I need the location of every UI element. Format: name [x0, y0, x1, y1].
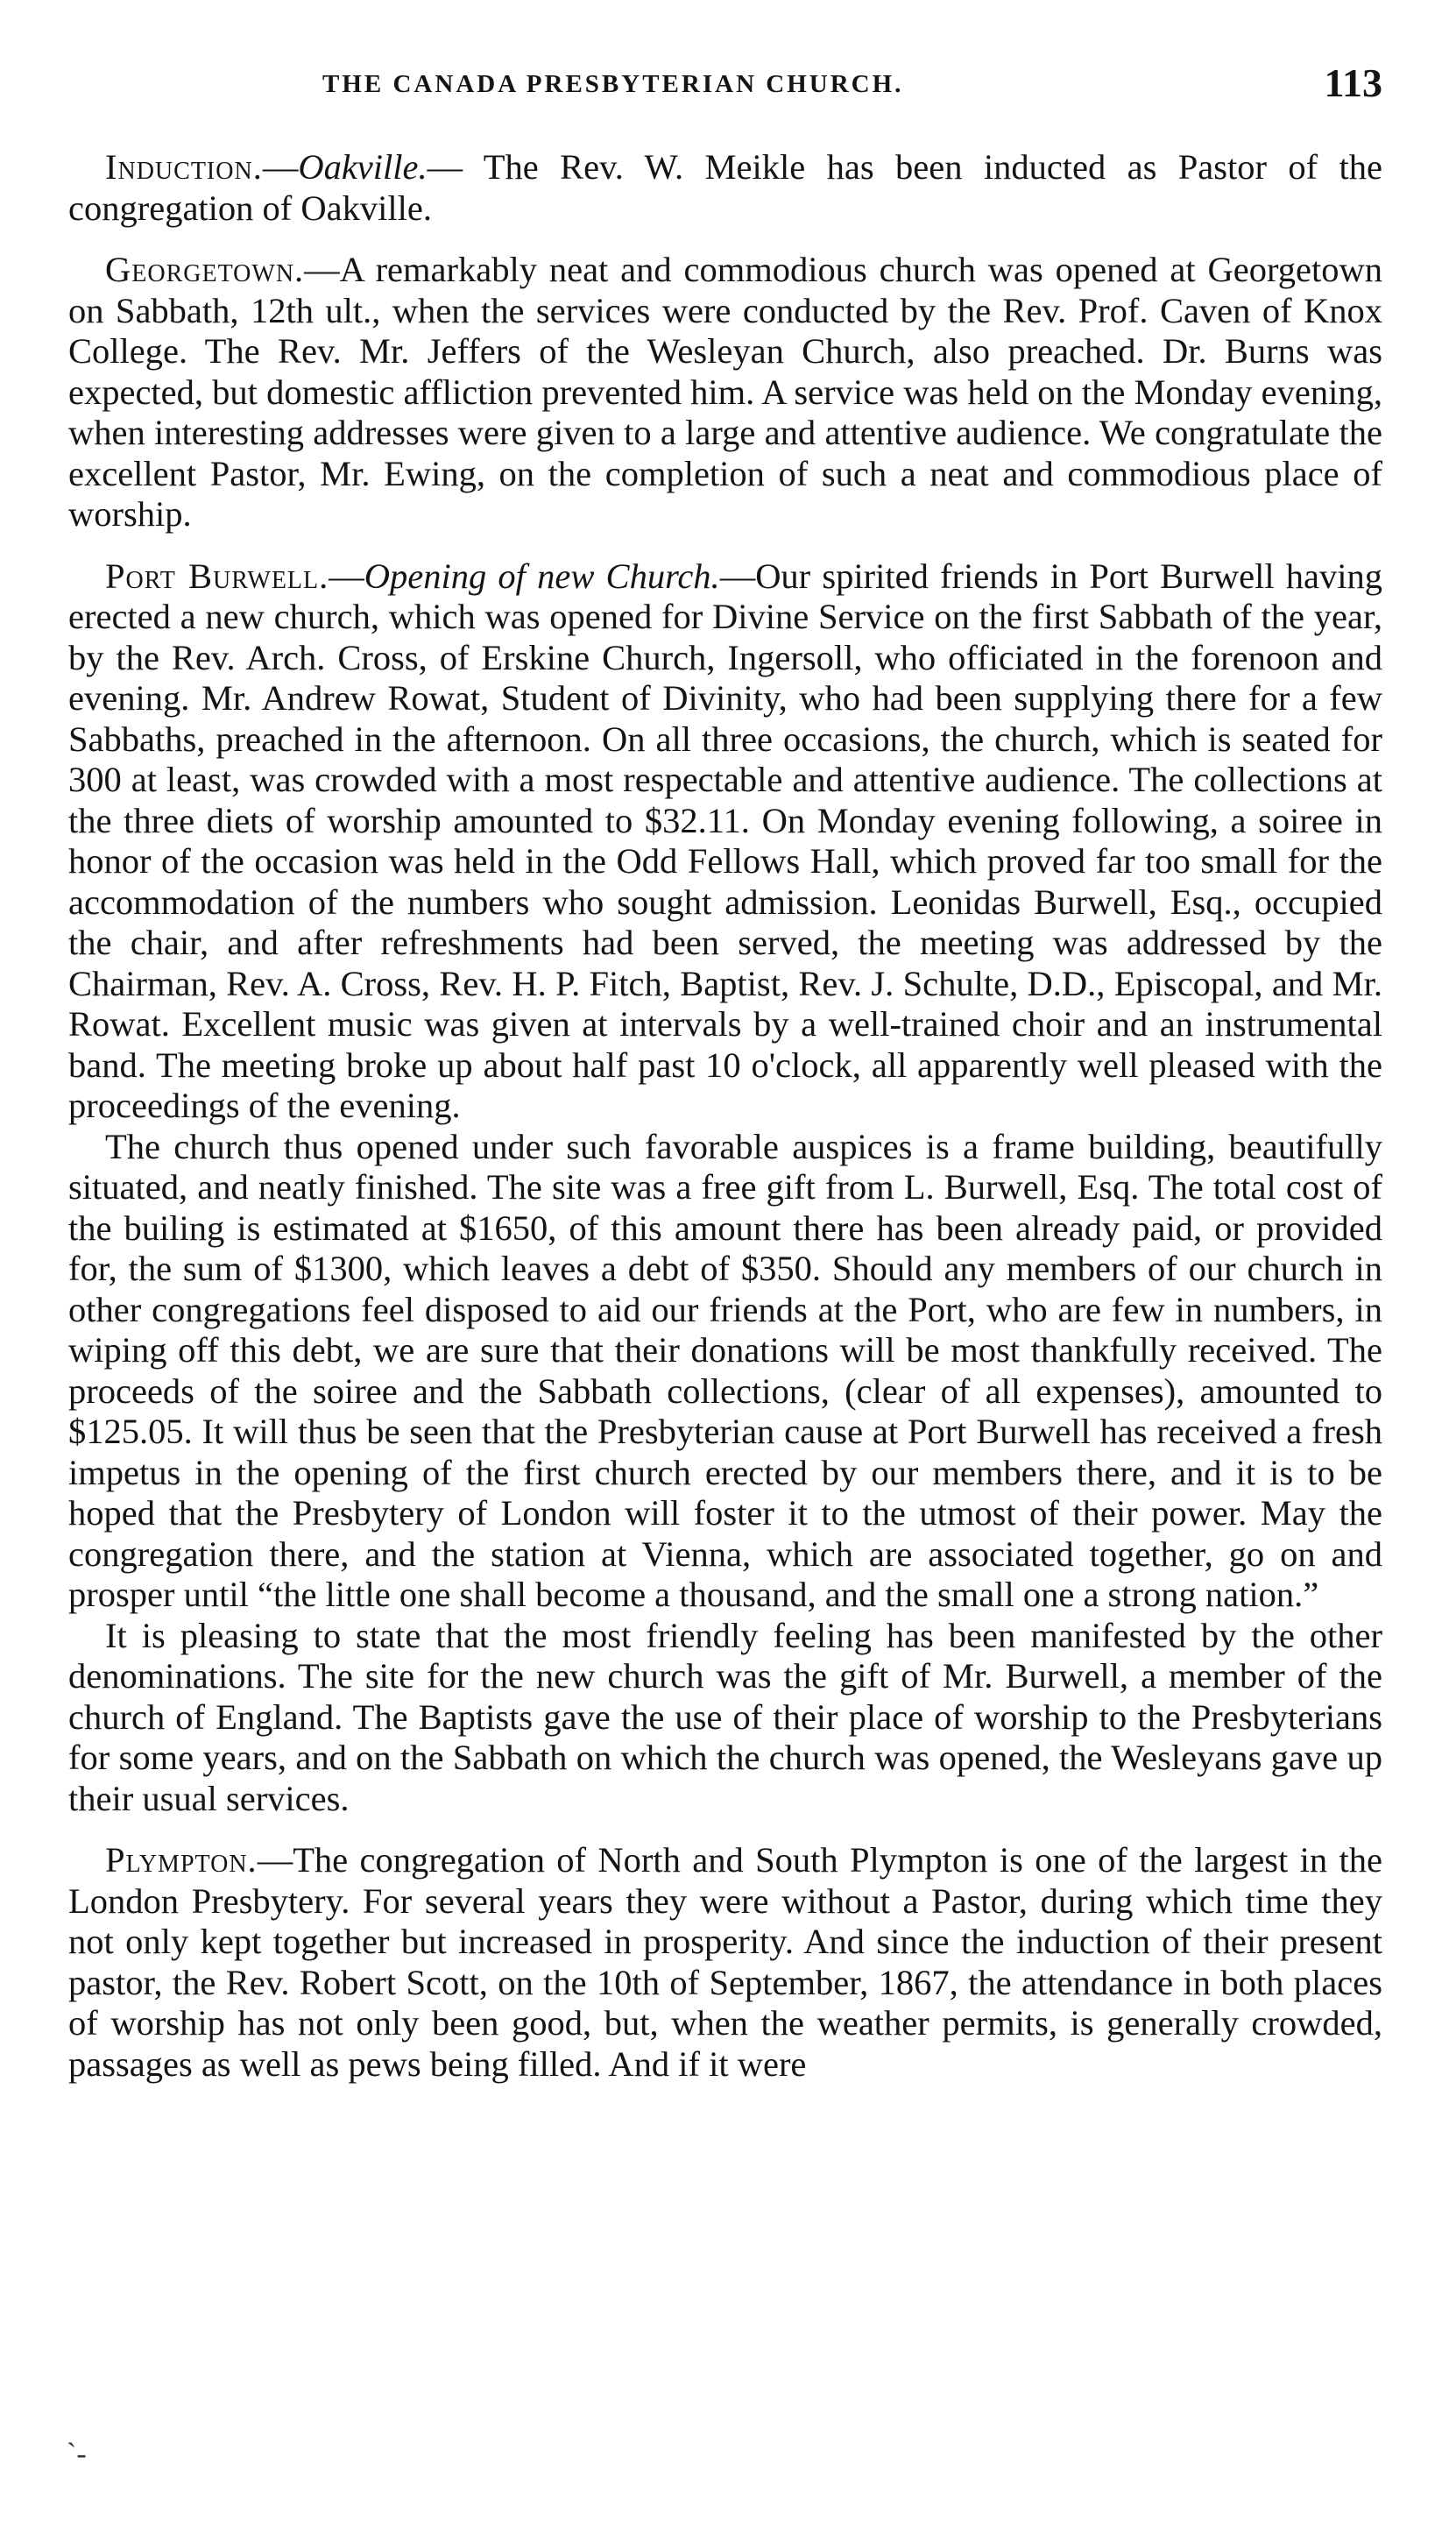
article-body — [68, 147, 1382, 2085]
em-dash: — — [304, 250, 340, 289]
subheading-opening-of-new-church: Opening of new Church. — [364, 556, 720, 596]
paragraph-text: The Rev. W. Meikle has been inducted as Pastor of the congregation of Oakville. — [68, 147, 1382, 228]
paragraph-text: It is pleasing to state that the most friendly feeling has been manifested by the other denominations. The site for the new church was the gift of Mr. Burwell, a member of the church of England. The Baptists gave the use of their place of worship to the Presbyterians for some years, and on the Sabbath on which the church was opened, the Wesleyans gave up their usual services. — [68, 1615, 1382, 1818]
em-dash: — — [257, 1840, 293, 1880]
running-header — [68, 54, 1382, 116]
paragraph-plympton — [68, 1840, 1382, 2085]
section-lead: Induction. — [105, 147, 263, 187]
em-dash: — — [329, 556, 364, 596]
running-title: THE CANADA PRESBYTERIAN CHURCH. — [322, 70, 904, 98]
em-dash: — — [719, 556, 756, 596]
paragraph-text: The church thus opened under such favorable auspices is a frame building, beautifully situated, and neatly finished. The site was a free gift from L. Burwell, Esq. The total cost of the builing is estimated at $1650, of this amount there has been already paid, or provided for, the sum of $1300, which leaves a debt of $350. Should any members of our church in other congregations feel disposed to aid our friends at the Port, who are few in numbers, in wiping off this debt, we are sure that their donations will be most thankfully received. The proceeds of the soiree and the Sabbath collections, (clear of all expenses), amounted to $125.05. It will thus be seen that the Presbyterian cause at Port Burwell has received a fresh impetus in the opening of the first church erected by our members there, and it is to be hoped that the Presbytery of London will foster it to the utmost of their power. May the congregation there, and the station at Vienna, which are associated together, go on and prosper until “the little one shall become a thousand, and the small one a strong nation.” — [68, 1126, 1382, 1614]
paragraph-church-description — [68, 1127, 1382, 1616]
paragraph-text: A remarkably neat and commodious church was opened at Georgetown on Sabbath, 12th ult., when the services were conducted by the Rev. Prof. Caven of Knox College. The Rev. Mr. Jeffers of the Wesleyan Church, also preached. Dr. Burns was expected, but domestic affliction prevented him. A service was held on the Monday evening, when interesting addresses were given to a large and attentive audience. We congratulate the excellent Pastor, Mr. Ewing, on the completion of such a neat and commodious place of worship. — [68, 250, 1382, 534]
paragraph-induction-oakville — [68, 147, 1382, 229]
page-number: 113 — [1324, 60, 1382, 105]
paragraph-port-burwell — [68, 556, 1382, 1127]
section-lead: Plympton. — [105, 1840, 258, 1880]
paragraph-text: Our spirited friends in Port Burwell having erected a new church, which was opened for Divine Service on the first Sabbath of the year, by the Rev. Arch. Cross, of Erskine Church, Ingersoll, who officiated in the forenoon and evening. Mr. Andrew Rowat, Student of Divinity, who had been supplying there for a few Sabbaths, preached in the afternoon. On all three occasions, the church, which is seated for 300 at least, was crowded with a most respectable and attentive audience. The collections at the three diets of worship amounted to $32.11. On Monday evening following, a soiree in honor of the occasion was held in the Odd Fellows Hall, which proved far too small for the accommodation of the numbers who sought admission. Leonidas Burwell, Esq., occupied the chair, and after refreshments had been served, the meeting was addressed by the Chairman, Rev. A. Cross, Rev. H. P. Fitch, Baptist, Rev. J. Schulte, D.D., Episcopal, and Mr. Rowat. Excellent music was given at intervals by a well-trained choir and an instrumental band. The meeting broke up about half past 10 o'clock, all apparently well pleased with the proceedings of the evening. — [68, 556, 1382, 1125]
stray-print-mark: `- — [67, 2438, 87, 2470]
section-lead: Port Burwell. — [105, 556, 329, 596]
section-lead: Georgetown. — [105, 250, 305, 289]
em-dash: — — [262, 147, 299, 187]
paragraph-text: The congregation of North and South Plympton is one of the largest in the London Presbytery. For several years they were without a Pastor, during which time they not only kept together but increased in prosperity. And since the induction of their present pastor, the Rev. Robert Scott, on the 10th of September, 1867, the attendance in both places of worship has not only been good, but, when the weather permits, is generally crowded, passages as well as pews being filled. And if it were — [68, 1840, 1382, 2084]
place-heading: Oakville. — [298, 147, 428, 187]
paragraph-friendly-feeling — [68, 1616, 1382, 1820]
em-dash: — — [427, 147, 463, 187]
paragraph-georgetown — [68, 250, 1382, 535]
